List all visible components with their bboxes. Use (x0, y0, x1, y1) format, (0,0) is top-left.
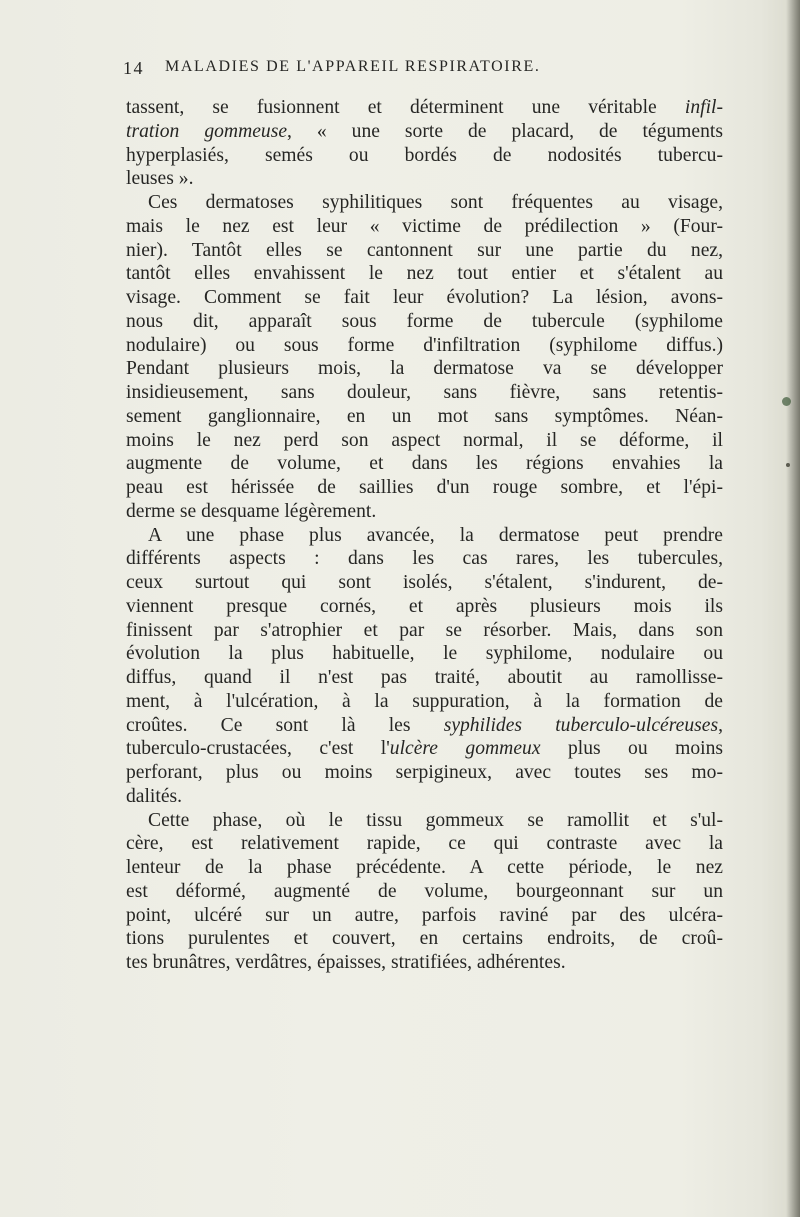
paragraph (126, 96, 723, 191)
text-line: insidieusement, sans douleur, sans fièvre, sans retentis- (126, 382, 723, 403)
text-line: viennent presque cornés, et après plusieurs mois ils (126, 595, 723, 617)
text-line: nous dit, apparaît sous forme de tubercule (syphilome (126, 310, 723, 332)
text-line: leuses ». (126, 168, 194, 190)
italic-term: infil- (684, 97, 723, 118)
text-line: tantôt elles envahissent le nez tout entier et s'étalent au (126, 263, 723, 285)
text-line: cère, est relativement rapide, ce qui contraste avec la (126, 833, 723, 855)
text-line: ment, à l'ulcération, à la suppuration, à la formation de (126, 690, 723, 712)
text-run: , « une sorte de placard, de téguments (287, 120, 723, 142)
text-run: tuberculo-crustacées, c'est l' (126, 738, 390, 760)
text-line: tes brunâtres, verdâtres, épaisses, stratifiées, adhérentes. (126, 952, 566, 973)
text-line: derme se desquame légèrement. (126, 500, 377, 522)
text-run: tassent, se fusionnent et déterminent une véritable (126, 97, 685, 118)
italic-term: tration gommeuse (126, 120, 288, 142)
paragraph (126, 809, 723, 975)
text-run: plus ou moins (540, 738, 723, 760)
text-line: Cette phase, où le tissu gommeux se ramollit et s'ul- (148, 809, 723, 831)
text-line: évolution la plus habituelle, le syphilome, nodulaire ou (126, 643, 723, 665)
text-line (126, 714, 723, 738)
margin-ink-dot (786, 463, 790, 467)
text-line: lenteur de la phase précédente. A cette période, le nez (126, 857, 723, 878)
text-line (126, 96, 723, 120)
text-line: mais le nez est leur « victime de prédilection » (Four- (126, 215, 723, 237)
text-run: croûtes. Ce sont là les (126, 714, 444, 736)
italic-term: ulcère gommeux (389, 738, 541, 760)
text-line (126, 737, 723, 761)
text-line: A une phase plus avancée, la dermatose peut prendre (148, 524, 723, 546)
text-line: nier). Tantôt elles se cantonnent sur une partie du nez, (126, 239, 723, 261)
margin-ink-mark (782, 397, 791, 406)
text-line: hyperplasiés, semés ou bordés de nodosités tubercu- (126, 144, 723, 166)
text-line: tions purulentes et couvert, en certains endroits, de croû- (126, 928, 723, 950)
text-line: visage. Comment se fait leur évolution? La lésion, avons- (126, 287, 723, 308)
text-line: moins le nez perd son aspect normal, il se déforme, il (126, 429, 723, 451)
text-line: finissent par s'atrophier et par se résorber. Mais, dans son (126, 619, 723, 641)
text-run: , (718, 714, 723, 736)
running-header (123, 58, 723, 88)
page-number: 14 (123, 58, 144, 78)
text-line: est déformé, augmenté de volume, bourgeonnant sur un (126, 880, 723, 902)
text-line: point, ulcéré sur un autre, parfois raviné par des ulcéra- (126, 904, 723, 926)
text-line: peau est hérissée de saillies d'un rouge sombre, et l'épi- (126, 477, 723, 498)
text-line: nodulaire) ou sous forme d'infiltration (syphilome diffus.) (126, 334, 723, 356)
text-line: ceux surtout qui sont isolés, s'étalent, s'indurent, de- (126, 572, 723, 593)
paragraph (126, 524, 723, 809)
text-line: dalités. (126, 785, 183, 807)
text-line: sement ganglionnaire, en un mot sans symptômes. Néan- (126, 405, 723, 427)
paragraph (126, 191, 723, 524)
body-text (126, 96, 723, 975)
text-line: Ces dermatoses syphilitiques sont fréquentes au visage, (148, 192, 723, 213)
text-line: augmente de volume, et dans les régions envahies la (126, 453, 723, 475)
text-line (126, 120, 723, 144)
running-title: MALADIES DE L'APPAREIL RESPIRATOIRE. (165, 58, 541, 75)
text-line: différents aspects : dans les cas rares, les tubercules, (126, 548, 723, 570)
text-line: diffus, quand il n'est pas traité, aboutit au ramollisse- (126, 667, 723, 688)
page-edge-shadow (786, 0, 800, 1217)
italic-term: syphilides tuberculo-ulcéreuses (443, 714, 719, 736)
text-line: Pendant plusieurs mois, la dermatose va se développer (126, 358, 723, 380)
text-line: perforant, plus ou moins serpigineux, avec toutes ses mo- (126, 762, 723, 783)
